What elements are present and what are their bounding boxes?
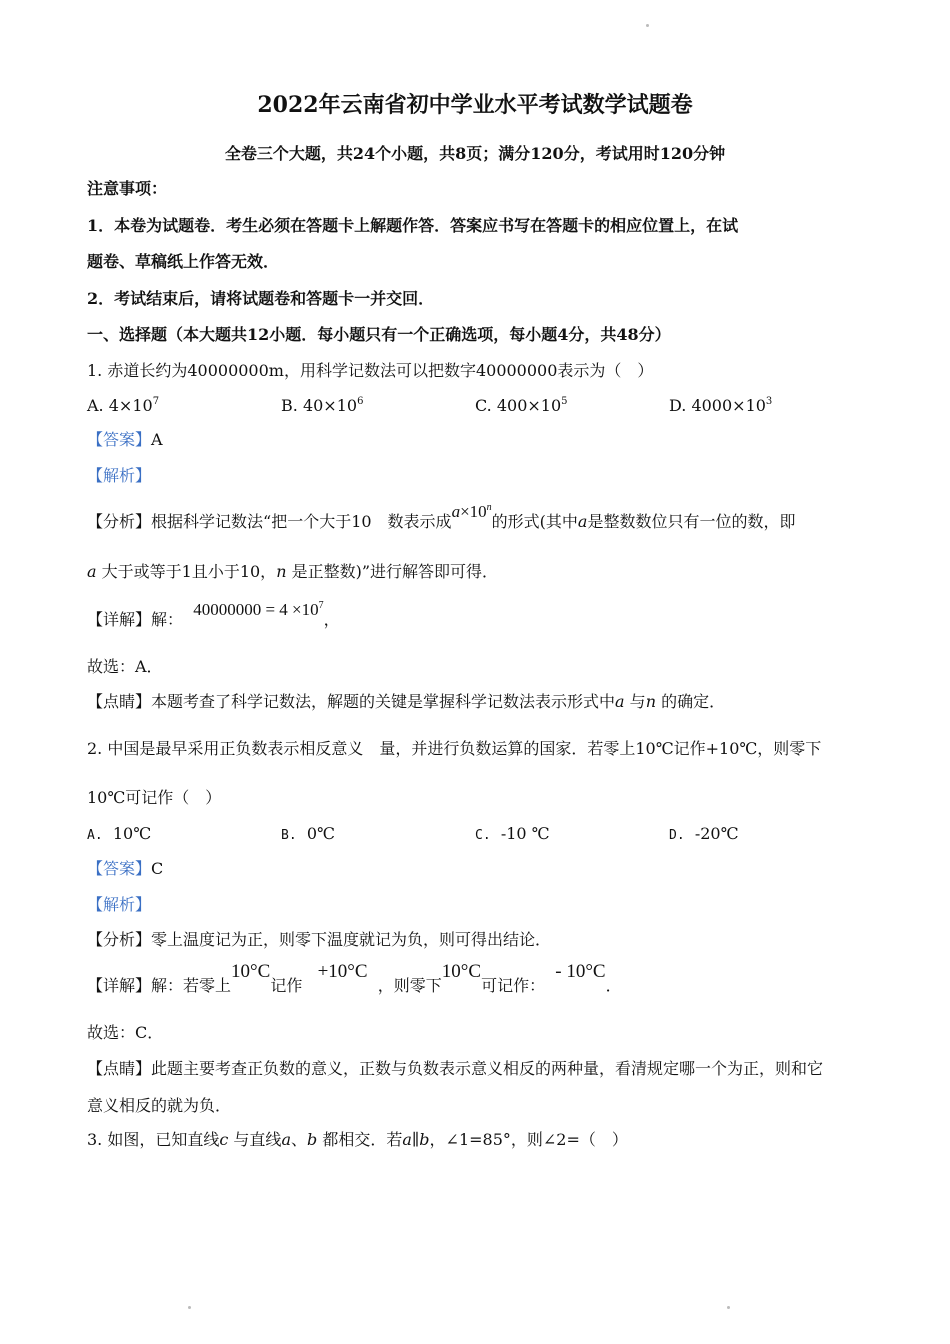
option-base: 40×10 — [302, 396, 358, 415]
question-2-stem-cont: 10℃可记作（ ） — [87, 788, 222, 807]
detail-tag: 【详解】 — [87, 610, 152, 629]
dianjing-tag: 【点睛】 — [87, 1059, 152, 1078]
q2-option-b[interactable] — [281, 824, 335, 846]
fenxi-text: 根据科学记数法“把一个大于10 数表示成 — [151, 512, 452, 531]
q1-option-c[interactable] — [475, 396, 568, 416]
section-heading: 一、选择题（本大题共12小题．每小题只有一个正确选项，每小题4分，共48分） — [87, 325, 671, 344]
q1-option-a[interactable] — [87, 396, 159, 416]
fenxi-text: 的形式(其中 — [491, 512, 578, 531]
q2-dianjing: 【点睛】此题主要考查正负数的意义，正数与负数表示意义相反的两种量，看清规定哪一个为正，则和它 — [87, 1059, 824, 1078]
scan-dot — [727, 1306, 730, 1309]
question-1-stem: 1. 赤道长约为40000000m，用科学记数法可以把数字40000000表示为（ ） — [87, 361, 654, 380]
q2-detail: 【详解】解：若零上10°C记作 +10°C ，则零下10°C可记作： - 10°C． — [87, 961, 622, 995]
option-exponent: 3 — [765, 396, 773, 407]
option-exponent: 6 — [357, 396, 364, 407]
fenxi-text: 是整数数位只有一位的数，即 — [587, 512, 796, 531]
q2-fenxi: 【分析】零上温度记为正，则零下温度就记为负，则可得出结论． — [87, 930, 552, 949]
q2-option-d[interactable] — [669, 824, 739, 846]
answer-tag: 【答案】 — [87, 859, 152, 878]
option-base: 400×10 — [496, 396, 562, 415]
page-subtitle: 全卷三个大题，共24个小题，共8页；满分120分，考试用时120分钟 — [224, 144, 726, 163]
q2-option-c[interactable] — [475, 824, 550, 846]
page-title: 2022年云南省初中学业水平考试数学试题卷 — [257, 92, 693, 118]
q1-answer — [87, 430, 163, 450]
dianjing-tag: 【点睛】 — [87, 692, 152, 711]
option-value: -20℃ — [694, 824, 739, 843]
q1-fenxi — [87, 502, 796, 532]
temperature-formula: - 10°C — [555, 961, 606, 982]
q2-dianjing-cont: 意义相反的就为负． — [87, 1096, 232, 1115]
option-label: D. — [669, 396, 687, 415]
option-label: C. — [475, 396, 492, 415]
q1-choice: 故选：A． — [87, 657, 163, 676]
option-value: 0℃ — [306, 824, 335, 843]
option-label: B. — [281, 396, 298, 415]
question-3-stem: 3. 如图，已知直线c 与直线a、b 都相交．若a∥b，∠1=85°，则∠2=（ ） — [87, 1130, 628, 1149]
option-label: D. — [669, 828, 685, 843]
var-a: a — [577, 512, 588, 531]
option-label: A. — [87, 396, 104, 415]
option-label: C. — [475, 828, 491, 843]
scan-dot — [188, 1306, 191, 1309]
option-label: A. — [87, 828, 103, 843]
temperature-formula: +10°C — [317, 961, 368, 982]
answer-tag: 【答案】 — [87, 430, 152, 449]
detail-equation: $40000000 = 4 \times 10^7$ — [193, 600, 324, 619]
notes-heading: 注意事项： — [87, 179, 168, 198]
note-item-2: 2．考试结束后，请将试题卷和答题卡一并交回． — [87, 289, 435, 308]
fenxi-tag: 【分析】 — [87, 512, 152, 531]
q1-option-d[interactable] — [669, 396, 772, 416]
option-base: 4000×10 — [691, 396, 766, 415]
fenxi-tag: 【分析】 — [87, 930, 152, 949]
question-2-stem: 2. 中国是最早采用正负数表示相反意义 量，并进行负数运算的国家．若零上10℃记作+10℃，则零下 — [87, 739, 822, 758]
q2-analysis-tag: 【解析】 — [87, 895, 152, 914]
q2-option-a[interactable] — [87, 824, 151, 846]
option-base: 4×10 — [108, 396, 153, 415]
sci-notation-formula: $a\times 10^n$ — [451, 502, 492, 521]
q1-fenxi-cont: a 大于或等于1且小于10，n 是正整数)”进行解答即可得． — [87, 562, 499, 581]
answer-value: A — [151, 430, 163, 449]
q2-answer — [87, 859, 163, 879]
q1-detail: 【详解】解： $40000000 = 4 \times 10^7$， — [87, 600, 340, 629]
scan-dot — [646, 24, 649, 27]
temperature-formula: 10°C — [231, 961, 271, 982]
note-item-1-cont: 题卷、草稿纸上作答无效． — [87, 252, 280, 271]
q1-dianjing: 【点睛】本题考查了科学记数法，解题的关键是掌握科学记数法表示形式中a 与n 的确定． — [87, 692, 726, 711]
option-exponent: 7 — [152, 396, 160, 407]
option-value: -10 ℃ — [500, 824, 550, 843]
answer-value: C — [151, 859, 164, 878]
q2-choice: 故选：C． — [87, 1023, 164, 1042]
option-exponent: 5 — [561, 396, 568, 407]
option-value: 10℃ — [112, 824, 152, 843]
temperature-formula: 10°C — [441, 961, 482, 982]
option-label: B. — [281, 828, 297, 843]
note-item-1: 1．本卷为试题卷．考生必须在答题卡上解题作答．答案应书写在答题卡的相应位置上，在试 — [87, 216, 739, 235]
q1-analysis-tag: 【解析】 — [87, 466, 152, 485]
q1-option-b[interactable] — [281, 396, 363, 416]
detail-tag: 【详解】 — [87, 976, 152, 995]
